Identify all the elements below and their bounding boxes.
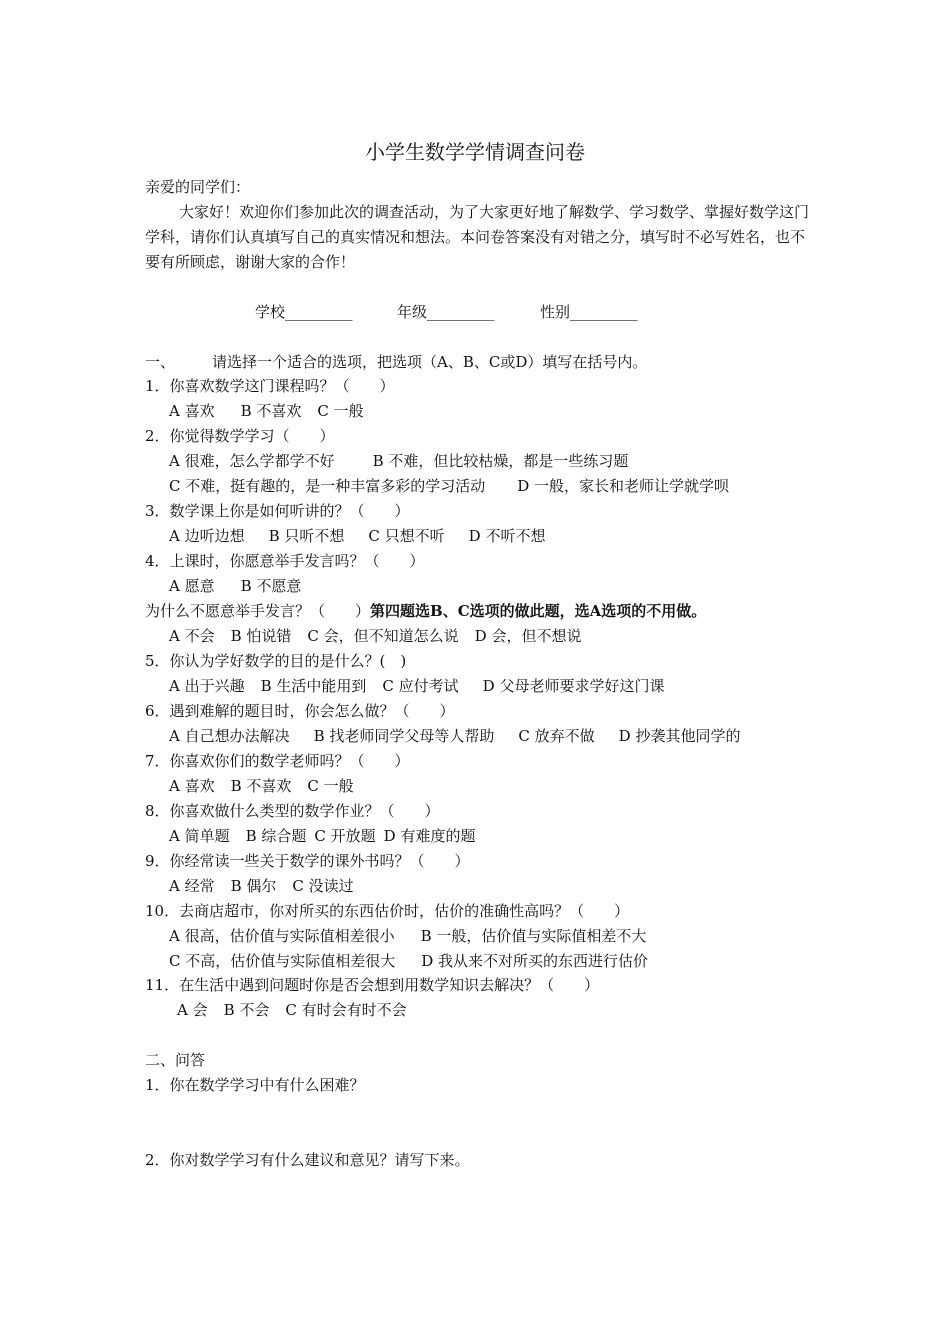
option: A 边听边想 xyxy=(169,527,245,545)
option: B 偶尔 xyxy=(230,877,277,895)
followup-options xyxy=(169,626,581,646)
question-10-options-row2 xyxy=(169,951,648,971)
question-7-options xyxy=(169,776,354,796)
question-8-options xyxy=(169,826,475,846)
option: B 一般，估价值与实际值相差不大 xyxy=(420,927,647,945)
followup-question-text: 为什么不愿意举手发言？（ ） xyxy=(145,602,371,620)
question-3: 3．数学课上你是如何听讲的？（ ） xyxy=(145,502,410,520)
option: C 会，但不知道怎么说 xyxy=(307,627,459,645)
followup-question xyxy=(145,601,706,621)
option: B 不难，但比较枯燥，都是一些练习题 xyxy=(372,452,629,470)
option: B 不会 xyxy=(223,1001,270,1019)
option: C 应付考试 xyxy=(382,677,459,695)
option: C 一般 xyxy=(317,402,364,420)
question-2-options-row2 xyxy=(169,476,729,496)
option: B 不喜欢 xyxy=(230,777,292,795)
question-5: 5．你认为学好数学的目的是什么？( ) xyxy=(145,652,407,670)
school-field: 学校_________ xyxy=(255,303,353,321)
question-8: 8．你喜欢做什么类型的数学作业？（ ） xyxy=(145,802,440,820)
question-11-options xyxy=(177,1000,407,1020)
option: C 放弃不做 xyxy=(518,727,595,745)
section2-heading: 二、问答 xyxy=(145,1051,206,1069)
page-title: 小学生数学学情调查问卷 xyxy=(365,140,585,164)
option: B 找老师同学父母等人帮助 xyxy=(313,727,495,745)
option: B 生活中能用到 xyxy=(260,677,367,695)
question-11: 11．在生活中遇到问题时你是否会想到用数学知识去解决？（ ） xyxy=(145,976,600,994)
question-1: 1．你喜欢数学这门课程吗？（ ） xyxy=(145,377,395,395)
option: A 不会 xyxy=(169,627,215,645)
question-4: 4．上课时，你愿意举手发言吗？（ ） xyxy=(145,552,425,570)
option: C 不难，挺有趣的，是一种丰富多彩的学习活动 xyxy=(169,477,486,495)
question-9-options xyxy=(169,876,354,896)
question-6-options xyxy=(169,726,740,746)
option: B 综合题 xyxy=(245,827,307,845)
option: A 喜欢 xyxy=(169,777,215,795)
option: B 不喜欢 xyxy=(240,402,302,420)
question-9: 9．你经常读一些关于数学的课外书吗？（ ） xyxy=(145,852,470,870)
open-question-1: 1．你在数学学习中有什么困难？ xyxy=(145,1076,365,1094)
option: D 我从来不对所买的东西进行估价 xyxy=(421,952,649,970)
question-2-options xyxy=(169,451,628,471)
option: A 会 xyxy=(177,1001,208,1019)
option: A 经常 xyxy=(169,877,215,895)
question-6: 6．遇到难解的题目时，你会怎么做？（ ） xyxy=(145,702,455,720)
option: D 一般，家长和老师让学就学呗 xyxy=(517,477,730,495)
option: C 只想不听 xyxy=(368,527,445,545)
section1-instruction: 请选择一个适合的选项，把选项（A、B、C或D）填写在括号内。 xyxy=(212,353,648,371)
question-3-options xyxy=(169,526,545,546)
gender-field: 性别_________ xyxy=(540,303,638,321)
option: D 父母老师要求学好这门课 xyxy=(482,677,665,695)
option: D 抄袭其他同学的 xyxy=(618,727,741,745)
option: A 简单题 xyxy=(169,827,230,845)
option: C 一般 xyxy=(307,777,354,795)
question-4-options xyxy=(169,576,301,596)
option: C 开放题 xyxy=(314,827,376,845)
option: C 有时会有时不会 xyxy=(285,1001,407,1019)
option: A 出于兴趣 xyxy=(169,677,245,695)
question-10: 10．去商店超市，你对所买的东西估价时，估价的准确性高吗？（ ） xyxy=(145,902,630,920)
question-5-options xyxy=(169,676,664,696)
question-10-options xyxy=(169,926,646,946)
option: B 怕说错 xyxy=(230,627,292,645)
option: D 不听不想 xyxy=(468,527,546,545)
question-2: 2．你觉得数学学习（ ） xyxy=(145,427,335,445)
option: D 会，但不想说 xyxy=(474,627,582,645)
question-7: 7．你喜欢你们的数学老师吗？（ ） xyxy=(145,752,410,770)
option: B 只听不想 xyxy=(268,527,345,545)
followup-note: 第四题选B、C选项的做此题，选A选项的不用做。 xyxy=(370,602,707,620)
option: C 没读过 xyxy=(292,877,354,895)
intro-paragraph: 大家好！欢迎你们参加此次的调查活动，为了大家更好地了解数学、学习数学、掌握好数学这门学科，请你们认真填写自己的真实情况和想法。本问卷答案没有对错之分，填写时不必写姓名，也不要有所顾虑，谢谢大家的合作！ xyxy=(145,203,810,271)
option: A 喜欢 xyxy=(169,402,215,420)
option: C 不高，估价值与实际值相差很大 xyxy=(169,952,396,970)
open-question-2: 2．你对数学学习有什么建议和意见？请写下来。 xyxy=(145,1151,470,1169)
option: B 不愿意 xyxy=(240,577,302,595)
section1-number: 一、 xyxy=(145,353,176,371)
option: D 有难度的题 xyxy=(383,827,476,845)
option: A 愿意 xyxy=(169,577,215,595)
greeting: 亲爱的同学们： xyxy=(145,178,251,196)
question-1-options xyxy=(169,401,364,421)
grade-field: 年级_________ xyxy=(397,303,495,321)
option: A 自己想办法解决 xyxy=(169,727,290,745)
option: A 很难，怎么学都学不好 xyxy=(169,452,335,470)
option: A 很高，估价值与实际值相差很小 xyxy=(169,927,395,945)
